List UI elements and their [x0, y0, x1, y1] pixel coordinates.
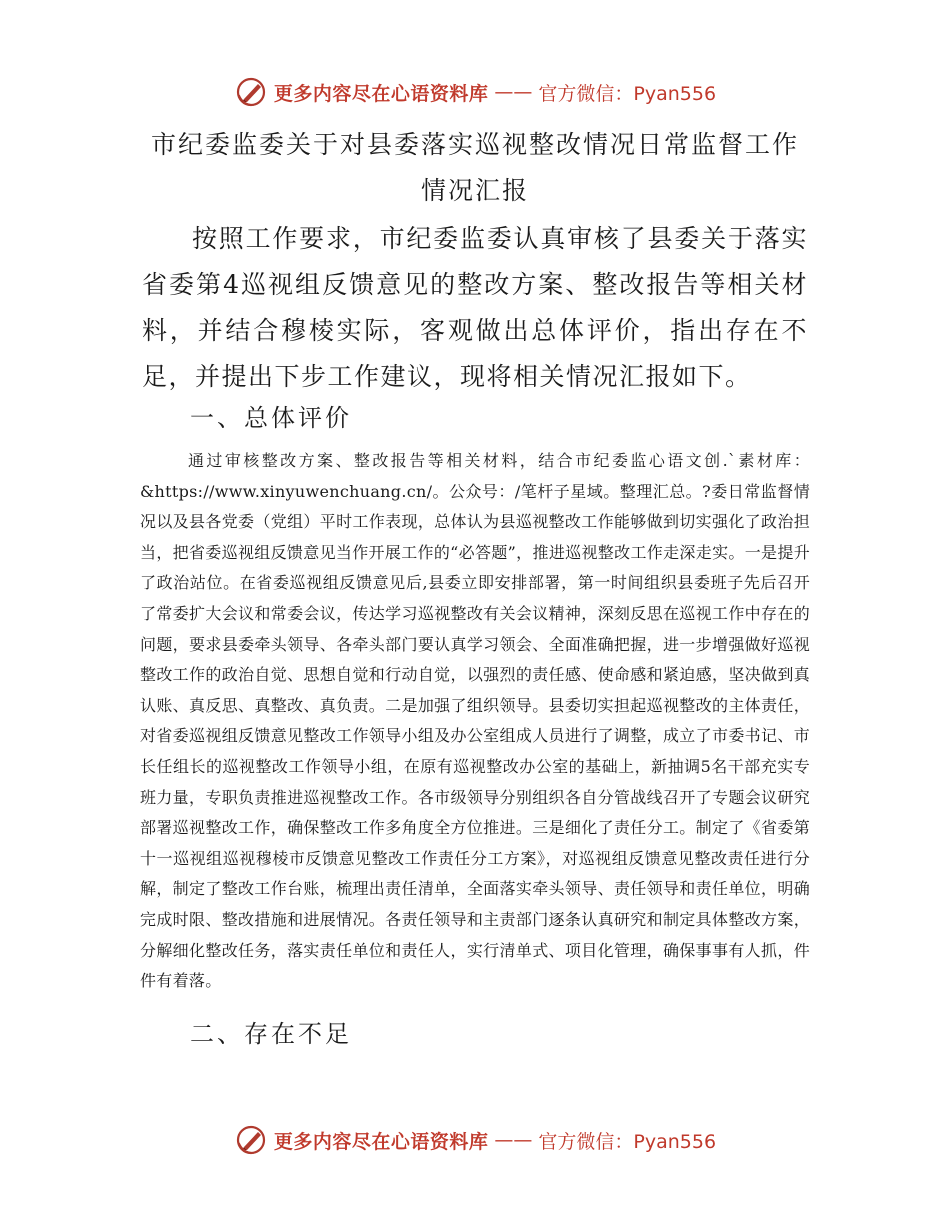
- banner-wechat-text: 官方微信：Pyan556: [538, 1130, 717, 1153]
- banner-dash: ——: [494, 1129, 533, 1151]
- section-heading-shortcomings: 二、存在不足: [190, 1020, 352, 1048]
- banner-brand-text: 更多内容尽在心语资料库: [273, 82, 489, 105]
- banner-dash: ——: [494, 81, 533, 103]
- banner-brand-text: 更多内容尽在心语资料库: [273, 1130, 489, 1153]
- section-heading-overall-evaluation: 一、总体评价: [190, 404, 352, 432]
- banner-wechat-text: 官方微信：Pyan556: [538, 82, 717, 105]
- footer-banner: [0, 1120, 950, 1160]
- document-title: 市纪委监委关于对县委落实巡视整改情况日常监督工作情况汇报: [150, 130, 799, 205]
- pen-logo-icon: [234, 1123, 268, 1157]
- intro-paragraph: 按照工作要求，市纪委监委认真审核了县委关于落实省委第4巡视组反馈意见的整改方案、整改报告等相关材料，并结合穆棱实际，客观做出总体评价，指出存在不足，并提出下步工作建议，现将相关情况汇报如下。: [142, 224, 808, 391]
- section-body-overall-evaluation: 通过审核整改方案、整改报告等相关材料，结合市纪委监心语文创.`素材库：&https://www.xinyuwenchuang.cn/。公众号：/笔杆子星域。整理汇总。?委日常监督情况以及县各党委（党组）平时工作表现，总体认为县巡视整改工作能够做到切实强化了政治担当，把省委巡视组反馈意见当作开展工作的“必答题”，推进巡视整改工作走深走实。一是提升了政治站位。在省委巡视组反馈意见后,县委立即安排部署，第一时间组织县委班子先后召开了常委扩大会议和常委会议，传达学习巡视整改有关会议精神，深刻反思在巡视工作中存在的问题，要求县委牵头领导、各牵头部门要认真学习领会、全面准确把握，进一步增强做好巡视整改工作的政治自觉、思想自觉和行动自觉，以强烈的责任感、使命感和紧迫感，坚决做到真认账、真反思、真整改、真负责。二是加强了组织领导。县委切实担起巡视整改的主体责任，对省委巡视组反馈意见整改工作领导小组及办公室组成人员进行了调整，成立了市委书记、市长任组长的巡视整改工作领导小组，在原有巡视整改办公室的基础上，新抽调5名干部充实专班力量，专职负责推进巡视整改工作。各市级领导分别组织各自分管战线召开了专题会议研究部署巡视整改工作，确保整改工作多角度全方位推进。三是细化了责任分工。制定了《省委第十一巡视组巡视穆棱市反馈意见整改工作责任分工方案》，对巡视组反馈意见整改责任进行分解，制定了整改工作台账，梳理出责任清单，全面落实牵头领导、责任领导和责任单位，明确完成时限、整改措施和进展情况。各责任领导和主责部门逐条认真研究和制定具体整改方案，分解细化整改任务，落实责任单位和责任人，实行清单式、项目化管理，确保事事有人抓，件件有着落。: [140, 451, 810, 991]
- header-banner: [0, 72, 950, 112]
- pen-logo-icon: [234, 75, 268, 109]
